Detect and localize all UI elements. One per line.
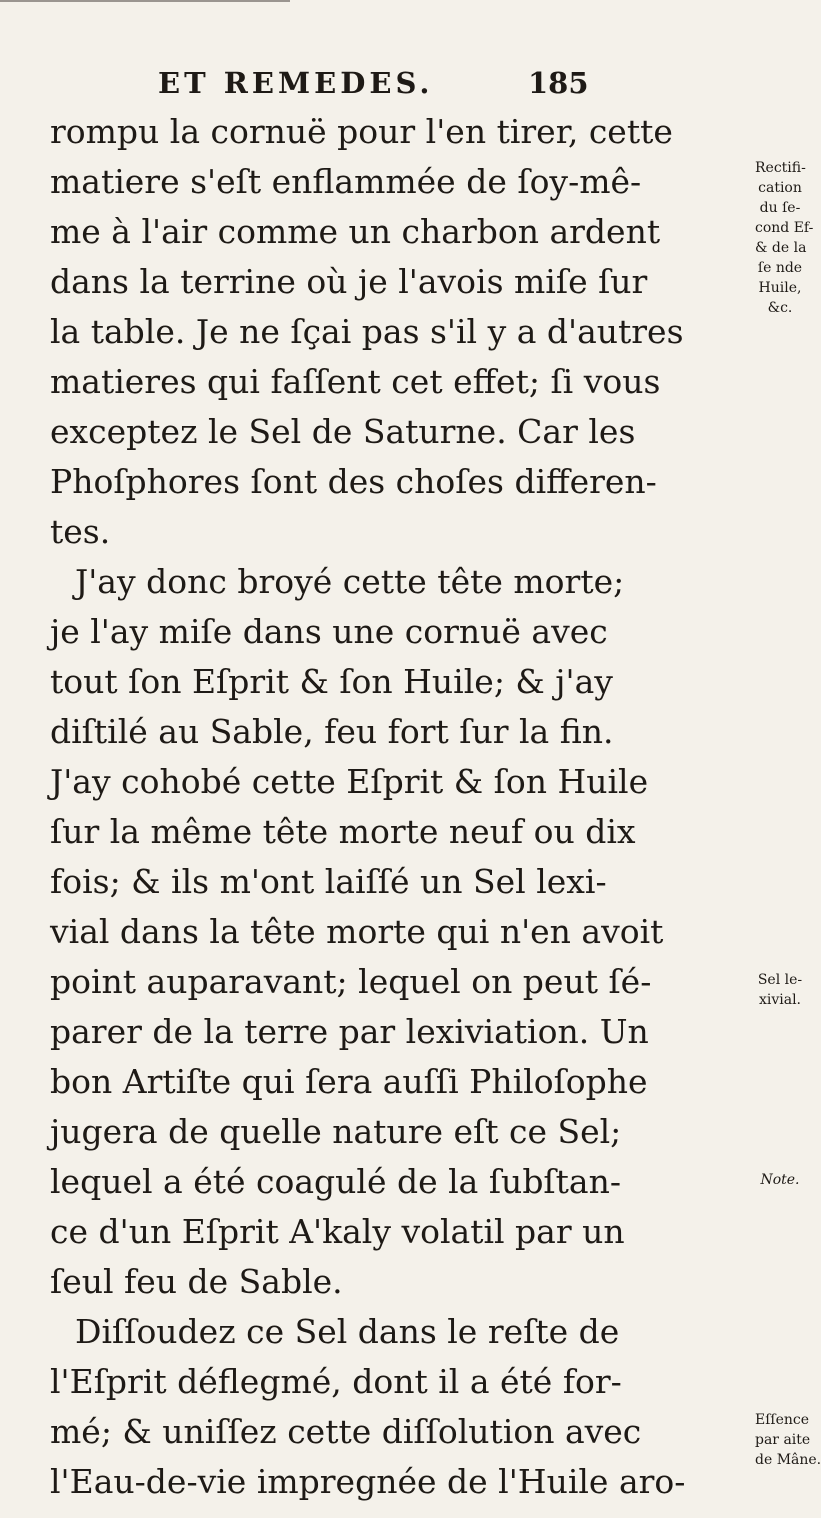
- page-header: [158, 66, 678, 106]
- text-line: ſeul feu de Sable.: [50, 1262, 343, 1301]
- text-line: mé; & uniſſez cette diſſolution avec: [50, 1412, 642, 1451]
- margin-note-rectification: [755, 158, 814, 318]
- text-line: je l'ay miſe dans une cornuë avec: [50, 612, 608, 651]
- margin-note-line: de Mâne.: [755, 1452, 821, 1468]
- text-line: fois; & ils m'ont laiſſé un Sel lexi-: [50, 862, 607, 901]
- text-line: tout ſon Eſprit & ſon Huile; & j'ay: [50, 662, 613, 701]
- margin-note-line: cond Ef-: [755, 220, 814, 236]
- text-line: vial dans la tête morte qui n'en avoit: [50, 912, 664, 951]
- text-line: l'Eſprit déflegmé, dont il a été for-: [50, 1362, 622, 1401]
- text-line: dans la terrine où je l'avois miſe ſur: [50, 262, 648, 301]
- text-line: bon Artiſte qui ſera auſſi Philoſophe: [50, 1062, 648, 1101]
- page-number: 185: [528, 66, 589, 100]
- margin-note-line: Note.: [760, 1172, 800, 1188]
- text-line: ſur la même tête morte neuf ou dix: [50, 812, 636, 851]
- running-title: ET REMEDES.: [158, 66, 434, 100]
- margin-note-sel-lexivial: [755, 970, 805, 1010]
- text-line: Diſſoudez ce Sel dans le reſte de: [75, 1312, 620, 1351]
- margin-note-line: Eſſence: [755, 1412, 810, 1428]
- margin-note-line: par aite: [755, 1432, 811, 1448]
- text-line: l'Eau-de-vie impregnée de l'Huile aro-: [50, 1462, 686, 1501]
- margin-note-line: &c.: [767, 300, 793, 316]
- top-edge-rule: [0, 0, 290, 2]
- text-line: tes.: [50, 512, 111, 551]
- text-line: J'ay donc broyé cette tête morte;: [75, 562, 625, 601]
- text-line: Phoſphores ſont des choſes differen-: [50, 462, 657, 501]
- text-line: matieres qui faſſent cet effet; ſi vous: [50, 362, 661, 401]
- margin-note-line: xivial.: [758, 992, 802, 1008]
- margin-note-note: [755, 1170, 805, 1190]
- margin-note-essence: [755, 1410, 821, 1470]
- text-line: point auparavant; lequel on peut ſé-: [50, 962, 652, 1001]
- margin-note-line: cation: [758, 180, 802, 196]
- text-line: J'ay cohobé cette Eſprit & ſon Huile: [50, 762, 649, 801]
- text-line: exceptez le Sel de Saturne. Car les: [50, 412, 636, 451]
- margin-note-line: du ſe-: [759, 200, 801, 216]
- margin-note-line: & de la: [755, 240, 807, 256]
- text-line: ce d'un Eſprit A'kaly volatil par un: [50, 1212, 625, 1251]
- margin-note-line: Sel le-: [757, 972, 803, 988]
- text-line: lequel a été coagulé de la ſubſtan-: [50, 1162, 621, 1201]
- margin-note-line: Huile,: [758, 280, 802, 296]
- text-line: rompu la cornuë pour l'en tirer, cette: [50, 112, 673, 151]
- margin-note-line: Rectifi-: [755, 160, 806, 176]
- margin-note-line: ſe nde: [757, 260, 803, 276]
- text-line: jugera de quelle nature eſt ce Sel;: [50, 1112, 622, 1151]
- text-line: parer de la terre par lexiviation. Un: [50, 1012, 649, 1051]
- text-line: la table. Je ne ſçai pas s'il y a d'autres: [50, 312, 684, 351]
- text-line: me à l'air comme un charbon ardent: [50, 212, 661, 251]
- text-line: matiere s'eſt enflammée de ſoy-mê-: [50, 162, 642, 201]
- text-line: diſtilé au Sable, feu fort ſur la fin.: [50, 712, 614, 751]
